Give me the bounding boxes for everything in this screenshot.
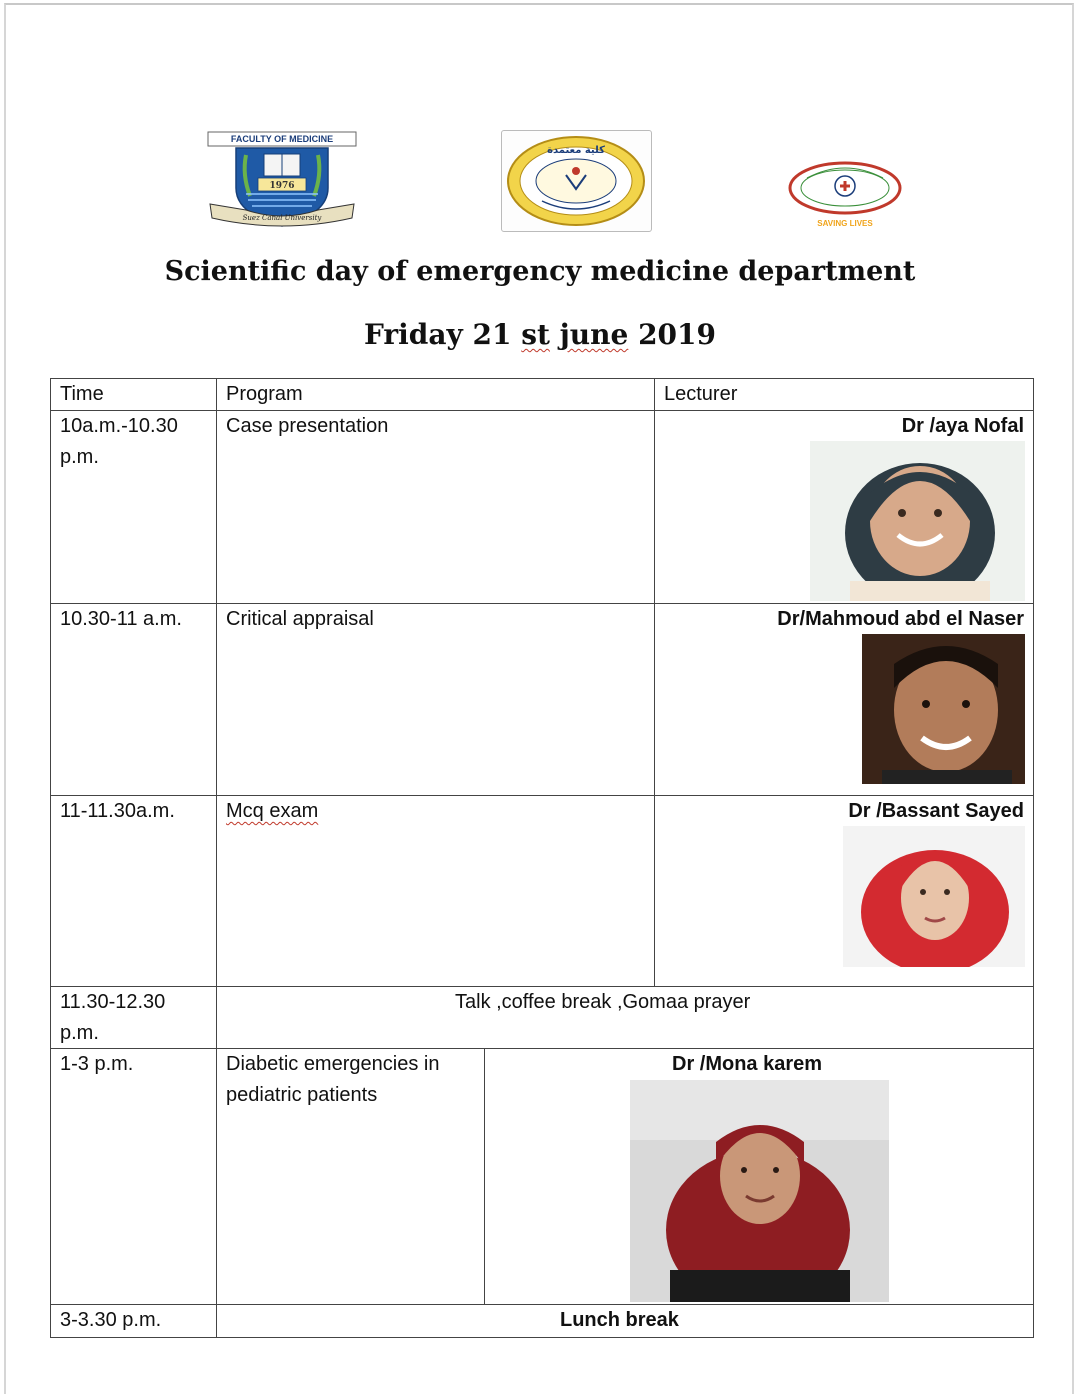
lecturer-photo-mahmoud-abd-el-naser <box>862 634 1025 784</box>
row2-program: Critical appraisal <box>226 608 374 630</box>
row4-program: Talk ,coffee break ,Gomaa prayer <box>455 991 751 1013</box>
lecturer-photo-bassant-sayed <box>843 826 1025 967</box>
row3-lecturer: Dr /Bassant Sayed <box>848 800 1024 822</box>
schedule-table <box>50 378 1034 1338</box>
row3-time: 11-11.30a.m. <box>60 800 175 822</box>
faculty-logo-ribbon: Suez Canal University <box>242 214 322 222</box>
row2-lecturer: Dr/Mahmoud abd el Naser <box>777 608 1024 630</box>
row6-program: Lunch break <box>560 1309 679 1331</box>
row3-program: Mcq exam <box>226 800 319 822</box>
faculty-logo-year: 1976 <box>269 181 295 191</box>
row6-time: 3-3.30 p.m. <box>60 1309 162 1331</box>
header-lecturer: Lecturer <box>664 383 738 405</box>
accreditation-seal-logo <box>501 130 652 232</box>
lecturer-photo-mona-karem <box>630 1080 889 1302</box>
seal-text: كلية معتمدة <box>547 145 605 156</box>
faculty-of-medicine-logo <box>206 130 358 230</box>
row1-program: Case presentation <box>226 415 389 437</box>
date-year: 2019 <box>628 318 717 351</box>
row5-lecturer: Dr /Mona karem <box>672 1053 823 1075</box>
row5-program: Diabetic emergencies in pediatric patients <box>226 1053 440 1106</box>
header-program: Program <box>226 383 303 405</box>
row4-time: 11.30-12.30 p.m. <box>60 991 166 1044</box>
row5-time: 1-3 p.m. <box>60 1053 134 1075</box>
row1-time: 10a.m.-10.30 p.m. <box>60 415 178 468</box>
row1-lecturer: Dr /aya Nofal <box>901 415 1024 437</box>
date-month: june <box>559 318 629 351</box>
lecturer-photo-aya-nofal <box>810 441 1025 601</box>
event-date <box>0 318 1080 351</box>
emergency-medicine-logo <box>785 160 905 230</box>
date-prefix: Friday 21 <box>363 318 522 351</box>
date-st: st <box>521 318 550 351</box>
em-logo-slogan: SAVING LIVES <box>817 219 873 228</box>
faculty-logo-text: FACULTY OF MEDICINE <box>230 134 334 144</box>
row2-time: 10.30-11 a.m. <box>60 608 182 630</box>
page-title: Scientific day of emergency medicine department <box>164 256 916 287</box>
header-time: Time <box>60 383 104 405</box>
